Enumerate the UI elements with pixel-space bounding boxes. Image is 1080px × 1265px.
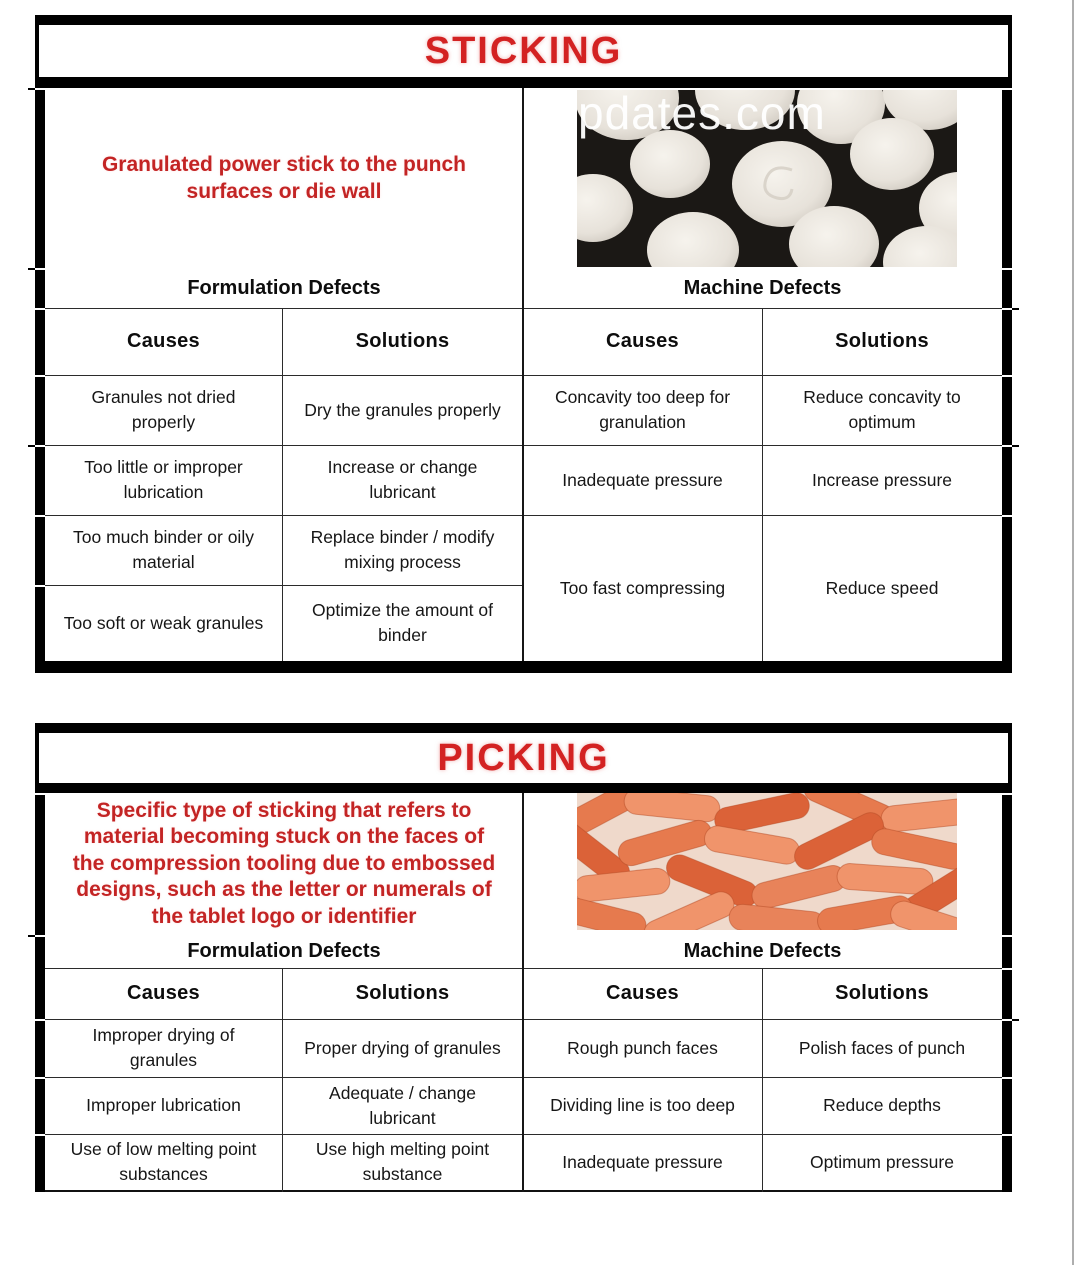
border-tick xyxy=(1002,375,1012,377)
border-tick xyxy=(1012,1019,1019,1021)
cause-cell: Rough punch faces xyxy=(567,1037,718,1058)
solution-cell: Optimum pressure xyxy=(810,1151,954,1172)
border-tick xyxy=(35,515,45,517)
column-header-solutions: Solutions xyxy=(355,330,450,353)
picking-title: PICKING xyxy=(437,736,610,779)
orange-oblong-tablets-photo xyxy=(577,793,957,930)
grid-line xyxy=(522,793,524,1192)
picking-formulation-header: Formulation Defects xyxy=(187,940,381,963)
border-tick xyxy=(1002,968,1012,970)
border-tick xyxy=(1002,935,1012,937)
cause-cell: Use of low melting point substances xyxy=(70,1139,257,1184)
sticking-machine-header: Machine Defects xyxy=(683,276,842,299)
column-header-solutions: Solutions xyxy=(835,330,929,353)
cause-cell: Concavity too deep for granulation xyxy=(554,387,731,432)
border-tick xyxy=(35,1019,45,1021)
column-header-causes: Causes xyxy=(127,330,200,353)
border-tick xyxy=(35,268,45,270)
solution-cell: Polish faces of punch xyxy=(798,1037,966,1058)
grid-line xyxy=(282,968,283,1192)
border-tick xyxy=(28,935,35,937)
picking-table xyxy=(35,723,1012,1192)
cause-cell: Too much binder or oily material xyxy=(73,527,254,572)
border-tick xyxy=(28,445,35,447)
solution-cell: Use high melting point substance xyxy=(315,1139,490,1184)
grid-line xyxy=(282,308,283,661)
top-border-bar xyxy=(35,15,1012,25)
left-border xyxy=(35,793,45,1192)
border-tick xyxy=(35,88,45,90)
solution-cell: Dry the granules properly xyxy=(304,399,501,420)
cause-cell: Improper lubrication xyxy=(86,1095,241,1116)
divider-bar xyxy=(35,783,1012,793)
picking-title-row xyxy=(35,733,1012,783)
column-header-solutions: Solutions xyxy=(835,982,929,1005)
caplets-illustration xyxy=(577,793,957,930)
picking-machine-header: Machine Defects xyxy=(683,940,842,963)
grid-line xyxy=(522,88,524,661)
grid-line xyxy=(762,308,763,661)
column-header-causes: Causes xyxy=(606,330,679,353)
sticking-title: STICKING xyxy=(424,29,623,72)
border-tick xyxy=(35,935,45,937)
border-tick xyxy=(1002,268,1012,270)
border-tick xyxy=(1002,88,1012,90)
solution-cell: Increase or change lubricant xyxy=(327,457,478,502)
cause-cell: Too little or improper lubrication xyxy=(84,457,243,502)
border-tick xyxy=(1002,308,1012,310)
picking-description: Specific type of sticking that refers to material becoming stuck on the faces of the compression tooling due to embossed designs, such as the letter or numerals of the tablet logo or identifier xyxy=(72,798,496,928)
border-tick xyxy=(1002,1134,1012,1136)
border-tick xyxy=(1002,445,1012,447)
border-tick xyxy=(1012,308,1019,310)
cause-cell: Granules not dried properly xyxy=(91,387,236,432)
solution-cell: Proper drying of granules xyxy=(304,1037,501,1058)
column-header-solutions: Solutions xyxy=(355,982,450,1005)
page-edge-line xyxy=(1072,0,1074,1265)
border-tick xyxy=(35,308,45,310)
border-tick xyxy=(1002,1019,1012,1021)
cause-cell: Inadequate pressure xyxy=(562,1151,723,1172)
cause-cell: Improper drying of granules xyxy=(92,1025,235,1070)
solution-cell: Reduce concavity to optimum xyxy=(803,387,961,432)
border-tick xyxy=(35,1077,45,1079)
border-tick xyxy=(1012,445,1019,447)
border-tick xyxy=(35,1134,45,1136)
grid-line xyxy=(762,968,763,1192)
cause-cell: Dividing line is too deep xyxy=(550,1095,735,1116)
cause-cell: Inadequate pressure xyxy=(562,469,723,490)
sticking-description: Granulated power stick to the punch surfaces or die wall xyxy=(101,152,467,203)
watermark-text: pdates.com xyxy=(578,90,826,139)
column-header-causes: Causes xyxy=(606,982,679,1005)
bottom-border-bar xyxy=(35,661,1012,673)
right-border xyxy=(1002,793,1012,1192)
sticking-formulation-header: Formulation Defects xyxy=(187,276,381,299)
top-border-bar xyxy=(35,723,1012,733)
column-header-causes: Causes xyxy=(127,982,200,1005)
sticking-table xyxy=(35,15,1012,673)
solution-cell: Increase pressure xyxy=(811,469,953,490)
cause-cell: Too fast compressing xyxy=(559,577,726,598)
border-tick xyxy=(35,375,45,377)
solution-cell: Reduce speed xyxy=(825,577,939,598)
border-tick xyxy=(35,445,45,447)
border-tick xyxy=(28,268,35,270)
border-tick xyxy=(35,585,45,587)
border-tick xyxy=(1002,793,1012,795)
border-tick xyxy=(35,793,45,795)
border-tick xyxy=(28,88,35,90)
sticking-title-row xyxy=(35,25,1012,77)
cause-cell: Too soft or weak granules xyxy=(63,612,264,633)
border-tick xyxy=(1002,515,1012,517)
grid-line xyxy=(45,585,523,586)
solution-cell: Optimize the amount of binder xyxy=(312,600,493,645)
border-tick xyxy=(1002,1077,1012,1079)
solution-cell: Replace binder / modify mixing process xyxy=(310,527,495,572)
solution-cell: Adequate / change lubricant xyxy=(329,1082,476,1128)
divider-bar xyxy=(35,77,1012,88)
white-round-tablets-photo xyxy=(577,90,957,267)
solution-cell: Reduce depths xyxy=(823,1095,941,1116)
